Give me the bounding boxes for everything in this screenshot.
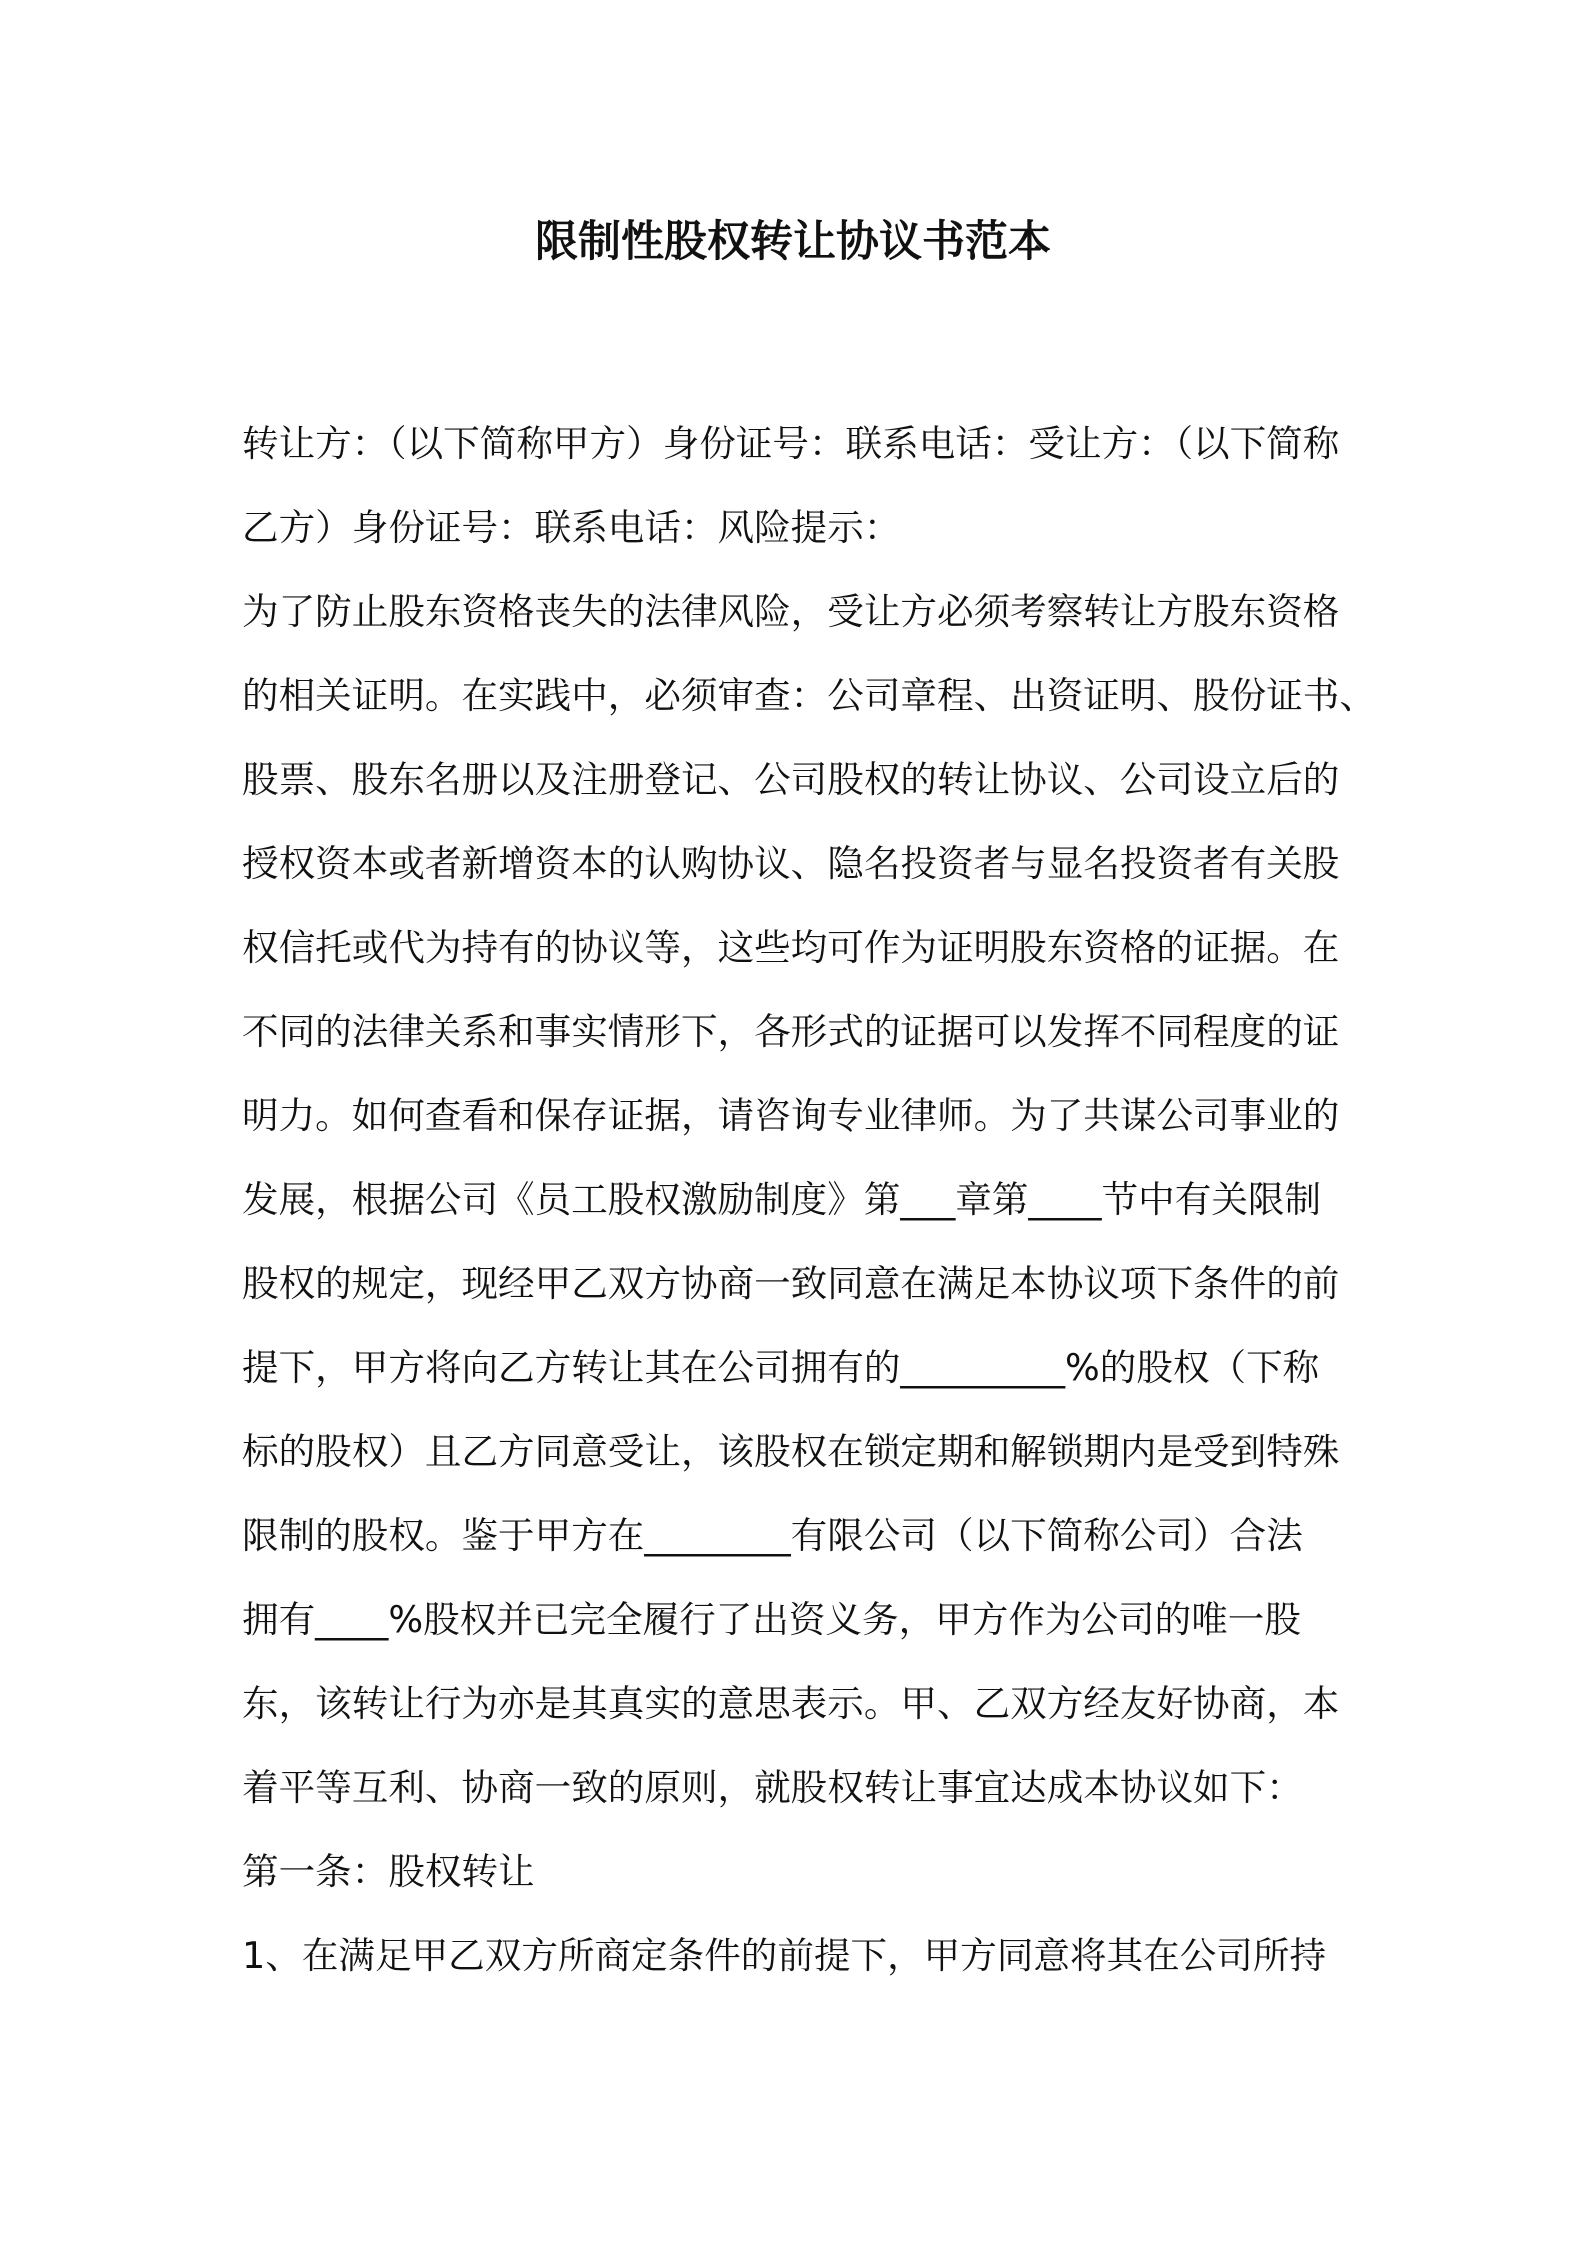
text-line: 东，该转让行为亦是其真实的意思表示。甲、乙双方经友好协商，本 (242, 1682, 1340, 1725)
text-line: 股票、股东名册以及注册登记、公司股权的转让协议、公司设立后的 (242, 758, 1340, 801)
text-line: 1、在满足甲乙双方所商定条件的前提下，甲方同意将其在公司所持 (242, 1934, 1327, 1977)
text-line: 拥有____%股权并已完全履行了出资义务，甲方作为公司的唯一股 (242, 1598, 1301, 1641)
text-line: 股权的规定，现经甲乙双方协商一致同意在满足本协议项下条件的前 (242, 1262, 1340, 1305)
text-line: 发展，根据公司《员工股权激励制度》第___章第____节中有关限制 (242, 1178, 1322, 1221)
text-line: 转让方：（以下简称甲方）身份证号：联系电话：受让方：（以下简称 (242, 422, 1340, 465)
text-line: 权信托或代为持有的协议等，这些均可作为证明股东资格的证据。在 (242, 926, 1340, 969)
text-line: 不同的法律关系和事实情形下，各形式的证据可以发挥不同程度的证 (242, 1010, 1340, 1053)
text-line: 限制的股权。鉴于甲方在________有限公司（以下简称公司）合法 (242, 1514, 1303, 1557)
document-body (242, 402, 1376, 1998)
text-line: 授权资本或者新增资本的认购协议、隐名投资者与显名投资者有关股 (242, 842, 1340, 885)
document-title: 限制性股权转让协议书范本 (535, 217, 1051, 267)
text-line: 明力。如何查看和保存证据，请咨询专业律师。为了共谋公司事业的 (242, 1094, 1340, 1137)
text-line: 着平等互利、协商一致的原则，就股权转让事宜达成本协议如下： (242, 1766, 1303, 1809)
text-line: 为了防止股东资格丧失的法律风险，受让方必须考察转让方股东资格 (242, 590, 1340, 633)
text-line: 提下，甲方将向乙方转让其在公司拥有的_________%的股权（下称 (242, 1346, 1320, 1389)
section-heading: 第一条：股权转让 (242, 1850, 535, 1893)
text-line: 标的股权）且乙方同意受让，该股权在锁定期和解锁期内是受到特殊 (242, 1430, 1340, 1473)
text-line: 的相关证明。在实践中，必须审查：公司章程、出资证明、股份证书、 (242, 674, 1376, 717)
text-line: 乙方）身份证号：联系电话：风险提示： (242, 506, 901, 549)
